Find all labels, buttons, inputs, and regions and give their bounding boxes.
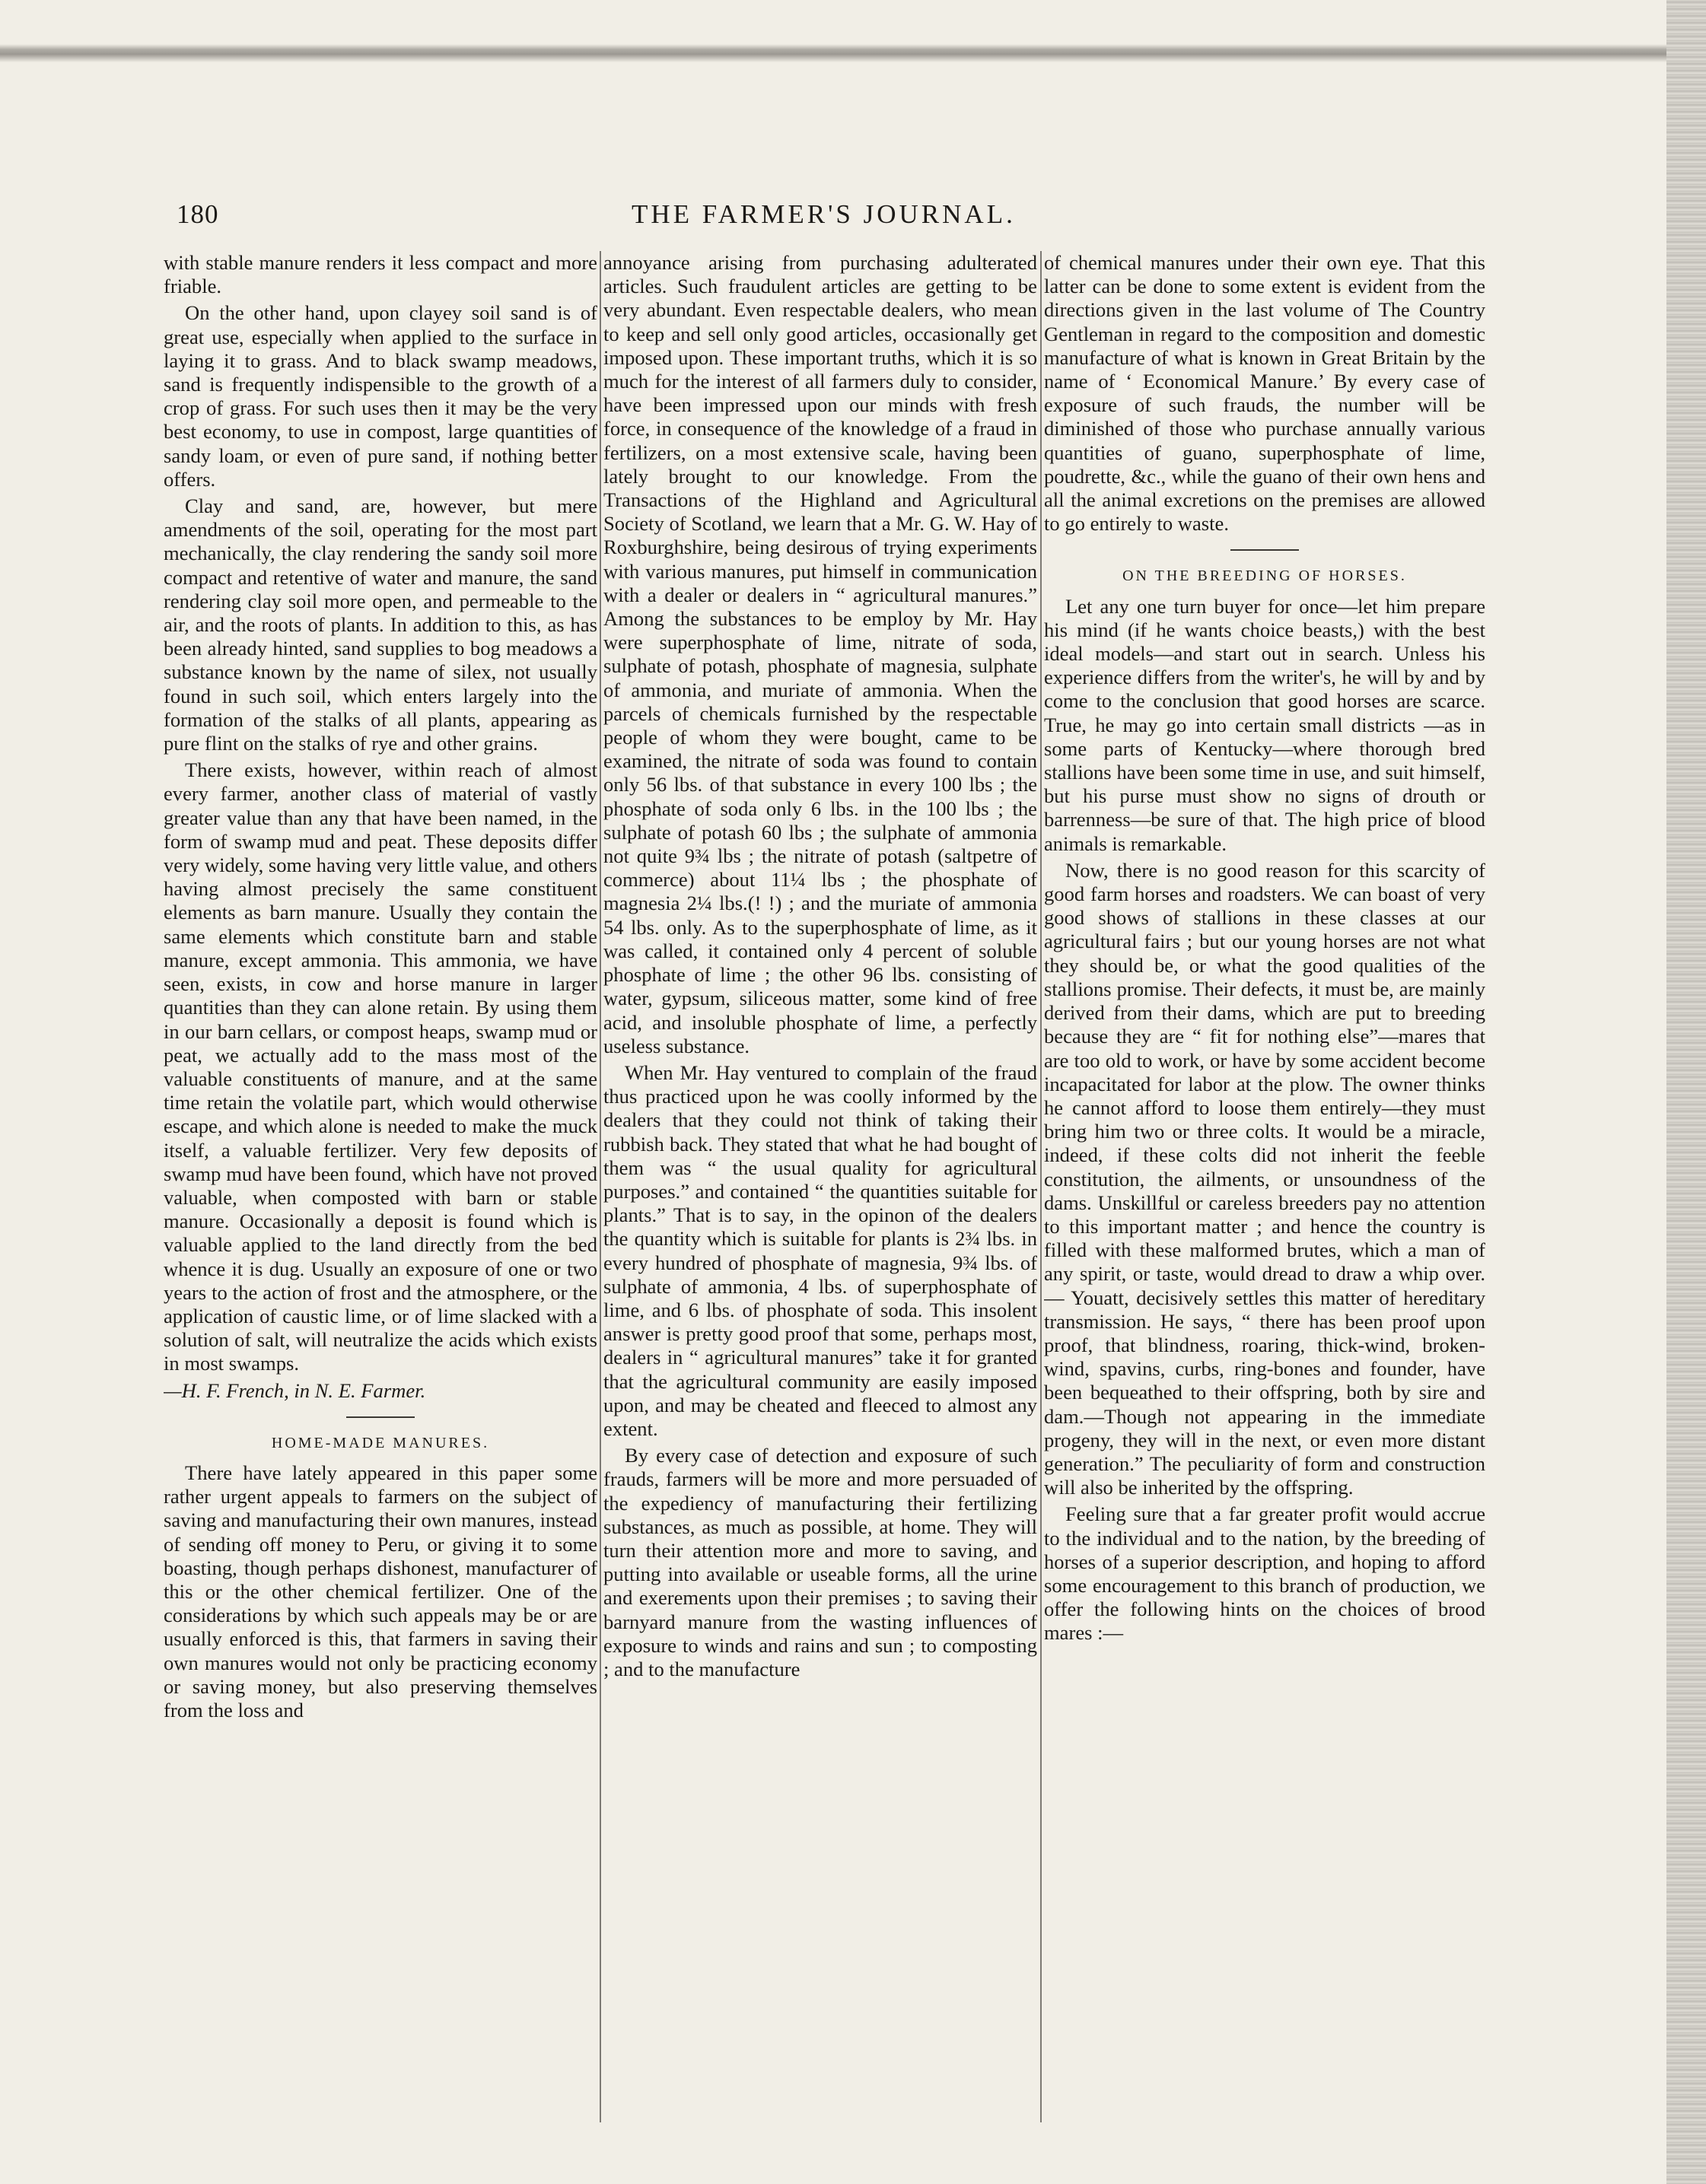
paragraph: By every case of detection and exposure of such frauds, farmers will be more and more persuaded of the expediency of manufacturing their fertilizing substances, as much as possible, at home. They will turn their attention more and more to saving, and putting into available or useable forms, all the urine and exerements upon their premises ; to saving their barnyard manure from the wasting influences of exposure to winds and rains and sun ; to composting ; and to the manufacture: [603, 1444, 1037, 1680]
paragraph: When Mr. Hay ventured to complain of the fraud thus practiced upon he was coolly informed by the dealers that they could not think of taking their rubbish back. They stated that what he had bought of them was “ the usual quality for agricultural purposes.” and contained “ the quantities suitable for plants.” That is to say, in the opinon of the dealers the quantity which is suitable for plants is 2¾ lbs. in every hundred of phosphate of magnesia, 9¾ lbs. of sulphate of ammonia, 4 lbs. of superphosphate of lime, and 6 lbs. of phosphate of soda. This insolent answer is pretty good proof that some, perhaps most, dealers in “ agricultural manures” take it for granted that the agricultural community are easily imposed upon, and may be cheated and fleeced to almost any extent.: [603, 1060, 1037, 1440]
article-heading: HOME-MADE MANURES.: [271, 1434, 490, 1451]
scan-right-edge: [1666, 0, 1706, 2184]
paragraph: There have lately appeared in this paper some rather urgent appeals to farmers on the subject of saving and manufacturing their own manures, instead of sending off money to Peru, or giving it to some boasting, though perhaps dishonest, manufacturer of this or the other chemical fertilizer. One of the considerations by which such appeals may be or are usually enforced is this, that farmers in saving their own manures would not only be practicing economy or saving money, but also preserving themselves from the loss and: [164, 1461, 597, 1721]
paragraph: Feeling sure that a far greater profit would accrue to the individual and to the nation, by the breeding of horses of a superior description, and hoping to afford some encouragement to this branch of production, we offer the following hints on the choices of brood mares :—: [1044, 1502, 1485, 1645]
section-divider: [1230, 549, 1299, 551]
running-head: THE FARMER'S JOURNAL.: [632, 199, 1016, 229]
paragraph: On the other hand, upon clayey soil sand is of great use, especially when applied to the surface in laying it to grass. And to black swamp meadows, sand is frequently indispensible to the growth of a crop of grass. For such uses then it may be the very best economy, to use in compost, large quantities of sandy loam, or even of pure sand, if nothing better offers.: [164, 301, 597, 491]
column-rule-2: [1040, 251, 1042, 2122]
column-2: [603, 251, 1037, 2122]
paragraph: Let any one turn buyer for once—let him prepare his mind (if he wants choice beasts,) with the best ideal models—and start out in search. Unless his experience differs from the writer's, he will by and by come to the conclusion that good horses are scarce. True, he may go into certain small districts —as in some parts of Kentucky—where thorough bred stallions have been some time in use, and suit himself, but his purse must show no signs of drouth or barrenness—be sure of that. The high price of blood animals is remarkable.: [1044, 594, 1485, 855]
paragraph: annoyance arising from purchasing adulterated articles. Such fraudulent articles are getting to be very abundant. Even respectable dealers, who mean to keep and sell only good articles, occasionally get imposed upon. These important truths, which it is so much for the interest of all farmers duly to consider, have been impressed upon our minds with fresh force, in consequence of the knowledge of a fraud in fertilizers, on a most extensive scale, having been lately brought to our knowledge. From the Transactions of the Highland and Agricultural Society of Scotland, we learn that a Mr. G. W. Hay of Roxburghshire, being desirous of trying experiments with various manures, put himself in communication with a dealer or dealers in “ agricultural manures.” Among the substances to be employ by Mr. Hay were superphosphate of lime, nitrate of soda, sulphate of potash, phosphate of magnesia, sulphate of ammonia, and muriate of ammonia. When the parcels of chemicals furnished by the respectable people of whom they were bought, came to be examined, the nitrate of soda was found to contain only 56 lbs. of that substance in every 100 lbs ; the phosphate of soda only 6 lbs. in the 100 lbs ; the sulphate of potash 60 lbs ; the sulphate of ammonia not quite 9¾ lbs ; the nitrate of potash (saltpetre of commerce) about 11¼ lbs ; the phosphate of magnesia 2¼ lbs.(! !) ; and the muriate of ammonia 54 lbs. only. As to the superphosphate of lime, as it was called, it contained only 4 percent of soluble phosphate of lime ; the other 96 lbs. consisting of water, gypsum, siliceous matter, some kind of free acid, and insoluble phosphate of lime, a perfectly useless substance.: [603, 251, 1037, 1057]
paragraph: of chemical manures under their own eye. That this latter can be done to some extent is evident from the directions given in the last volume of The Country Gentleman in regard to the composition and domestic manufacture of what is known in Great Britain by the name of ‘ Economical Manure.’ By every case of exposure of such frauds, the number will be diminished of those who purchase annually various quantities of guano, superphosphate of lime, poudrette, &c., while the guano of their own hens and all the animal excretions on the premises are allowed to go entirely to waste.: [1044, 251, 1485, 536]
column-rule-1: [600, 251, 601, 2122]
page-number: 180: [177, 199, 219, 229]
paragraph: There exists, however, within reach of almost every farmer, another class of material of vastly greater value than any that have been named, in the form of swamp mud and peat. These deposits differ very widely, some having very little value, and others having almost precisely the same constituent elements as barn manure. Usually they contain the same elements which constitute barn and stable manure, except ammonia. This ammonia, we have seen, exists, in cow and horse manure in larger quantities than they can alone retain. By using them in our barn cellars, or compost heaps, swamp mud or peat, we actually add to the mass most of the valuable constituents of manure, and at the same time retain the volatile part, which would otherwise escape, and which alone is needed to make the muck itself, a valuable fertilizer. Very few deposits of swamp mud have been found, which have not proved valuable, when composted with barn or stable manure. Occasionally a deposit is found which is valuable applied to the land directly from the bed whence it is dug. Usually an exposure of one or two years to the action of frost and the atmosphere, or the application of caustic lime, or of lime slacked with a solution of salt, will neutralize the acids which exists in most swamps.: [164, 758, 597, 1375]
paragraph: with stable manure renders it less compact and more friable.: [164, 251, 597, 298]
article-heading: ON THE BREEDING OF HORSES.: [1122, 567, 1407, 585]
paragraph: Clay and sand, are, however, but mere amendments of the soil, operating for the most part mechanically, the clay rendering the sandy soil more compact and retentive of water and manure, the sand rendering clay soil more open, and permeable to the air, and the roots of plants. In addition to this, as has been already hinted, sand supplies to bog meadows a substance known by the name of silex, not usually found in such soil, which enters largely into the formation of the stalks of all plants, appearing as pure flint on the stalks of rye and other grains.: [164, 494, 597, 755]
article-signature: —H. F. French, in N. E. Farmer.: [164, 1378, 426, 1402]
section-divider: [346, 1416, 415, 1418]
column-3: [1044, 251, 1485, 2122]
paragraph: Now, there is no good reason for this scarcity of good farm horses and roadsters. We can boast of very good shows of stallions in these classes at our agricultural fairs ; but our young horses are not what they should be, or what the good qualities of the stallions promise. Their defects, it must be, are mainly derived from their dams, which are put to breeding because they are “ fit for nothing else”—mares that are too old to work, or have by some accident become incapacitated for labor at the plow. The owner thinks he cannot afford to loose them entirely—they must bring him two or three colts. It would be a miracle, indeed, if these colts did not inherit the feeble constitution, the ailments, or unsoundness of the dams. Unskillful or careless breeders pay no attention to this important matter ; and hence the country is filled with these malformed brutes, which a man of any spirit, or taste, would dread to draw a whip over.— Youatt, decisively settles this matter of hereditary transmission. He says, “ there has been proof upon proof, that blindness, roaring, thick-wind, broken-wind, spavins, curbs, ring-bones and founder, have been bequeathed to their offspring, both by sire and dam.—Though not appearing in the immediate progeny, they will in the next, or even more distant generation.” The peculiarity of form and construction will also be inherited by the offspring.: [1044, 858, 1485, 1499]
scan-top-border: [0, 44, 1666, 62]
column-1: [164, 251, 597, 2122]
